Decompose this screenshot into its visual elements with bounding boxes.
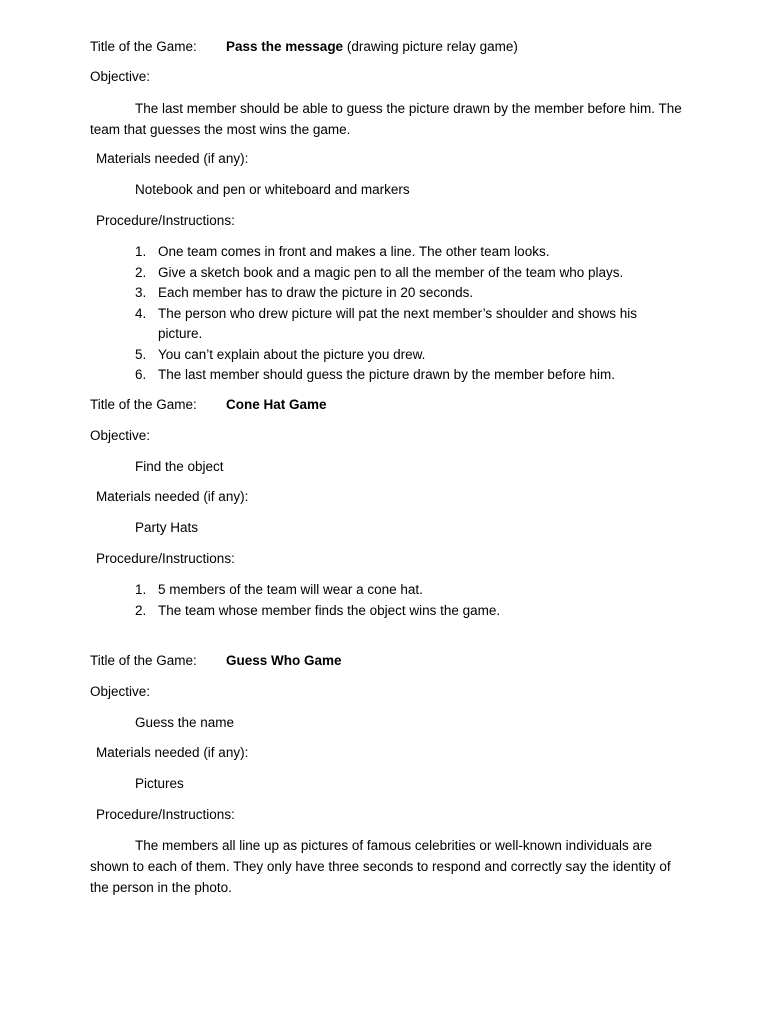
game-title-2: Cone Hat Game [226, 397, 327, 412]
list-text: The team whose member finds the object wins the game. [158, 602, 501, 618]
list-item [135, 283, 675, 304]
materials-label: Materials needed (if any): [96, 151, 249, 166]
game-title-row [90, 37, 690, 57]
list-text: 5 members of the team will wear a cone hat. [158, 582, 423, 597]
game-title-row [90, 651, 690, 671]
objective-label: Objective: [90, 684, 151, 699]
procedure-text: The members all line up as pictures of famous celebrities or well-known individuals are shown to each of them. They only have three seconds to respond and correctly say the identity of the person in the photo. [90, 838, 671, 895]
list-item [135, 242, 675, 263]
procedure-label: Procedure/Instructions: [96, 551, 235, 566]
procedure-list [135, 242, 675, 386]
list-number: 5. [135, 346, 147, 362]
game-title-suffix: (drawing picture relay game) [343, 39, 518, 54]
title-label: Title of the Game: [90, 653, 197, 668]
objective-text: The last member should be able to guess the picture drawn by the member before him. The team that guesses the most wins the game. [90, 101, 682, 137]
list-text: The last member should guess the picture drawn by the member before him. [158, 367, 615, 382]
title-label: Title of the Game: [90, 39, 197, 54]
materials-text: Pictures [135, 776, 184, 791]
list-number: 1. [135, 582, 147, 597]
list-item [135, 601, 675, 622]
list-item [135, 580, 675, 601]
list-text: The person who drew picture will pat the next member’s shoulder and shows his picture. [158, 305, 637, 341]
list-text: You can’t explain about the picture you drew. [158, 346, 426, 362]
list-number: 6. [135, 367, 147, 382]
list-text: One team comes in front and makes a line. The other team looks. [158, 244, 550, 259]
title-label: Title of the Game: [90, 397, 197, 412]
list-number: 4. [135, 305, 147, 321]
list-number: 2. [135, 264, 147, 280]
materials-text: Notebook and pen or whiteboard and markers [135, 182, 410, 197]
list-text: Give a sketch book and a magic pen to all the member of the team who plays. [158, 264, 624, 280]
game-title-name: Pass the message [226, 39, 344, 54]
game-title-1 [226, 37, 518, 57]
game-title-3: Guess Who Game [226, 653, 342, 668]
procedure-label: Procedure/Instructions: [96, 807, 235, 822]
list-item [135, 304, 675, 345]
procedure-label: Procedure/Instructions: [96, 213, 235, 228]
game-title-row [90, 395, 690, 415]
materials-label: Materials needed (if any): [96, 489, 249, 504]
objective-text: Find the object [135, 459, 224, 474]
list-number: 2. [135, 602, 147, 618]
objective-label: Objective: [90, 69, 151, 84]
list-item [135, 345, 675, 366]
objective-text: Guess the name [135, 715, 235, 730]
list-number: 3. [135, 285, 147, 300]
list-number: 1. [135, 244, 147, 259]
procedure-list [135, 580, 675, 621]
materials-label: Materials needed (if any): [96, 745, 249, 760]
objective-label: Objective: [90, 428, 151, 443]
list-text: Each member has to draw the picture in 20 seconds. [158, 285, 474, 300]
list-item [135, 365, 675, 386]
materials-text: Party Hats [135, 520, 199, 535]
list-item [135, 263, 675, 284]
